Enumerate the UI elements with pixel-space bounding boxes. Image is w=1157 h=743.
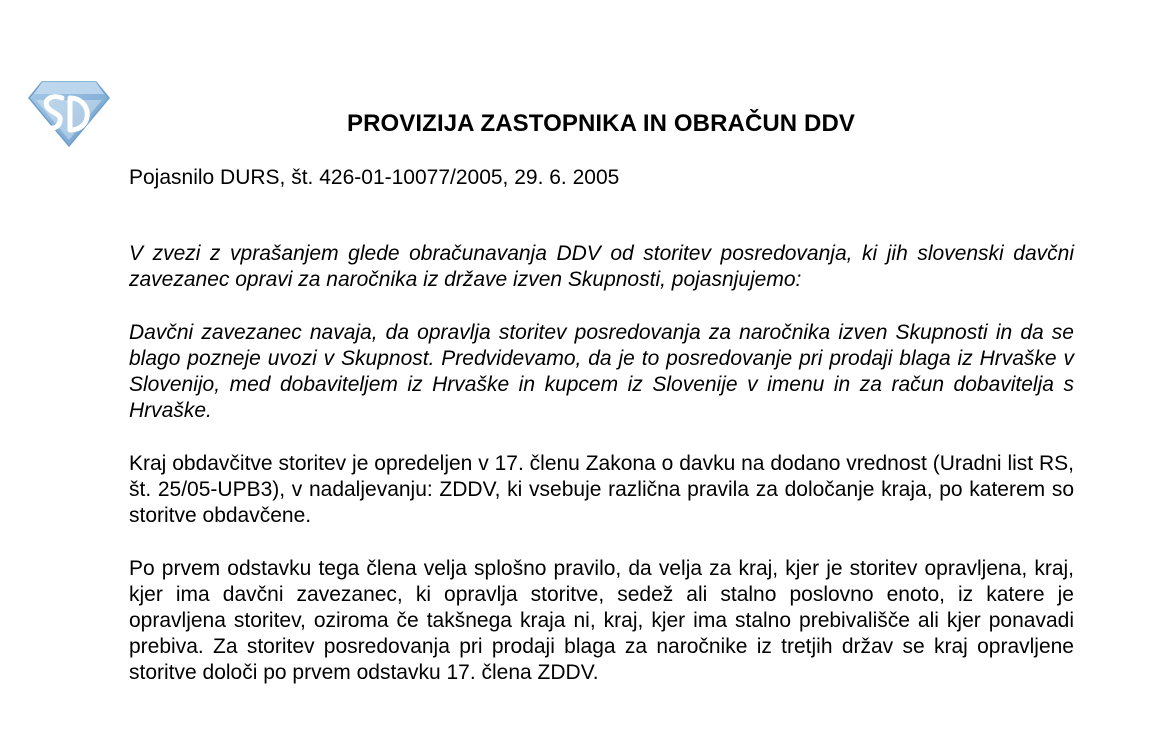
document-subtitle: Pojasnilo DURS, št. 426-01-10077/2005, 29. 6. 2005	[129, 166, 620, 189]
sd-diamond-logo-icon	[28, 78, 110, 148]
paragraph: V zvezi z vprašanjem glede obračunavanja DDV od storitev posredovanja, ki jih slovenski davčni zavezanec opravi za naročnika iz države izven Skupnosti, pojasnjujemo:	[129, 242, 1074, 291]
paragraph: Po prvem odstavku tega člena velja splošno pravilo, da velja za kraj, kjer je storitev opravljena, kraj, kjer ima davčni zavezanec, ki opravlja storitve, sedež ali stalno poslovno enoto, iz katere je opravljena storitev, oziroma če takšnega kraja ni, kraj, kjer ima stalno prebivališče ali kjer ponavadi prebiva. Za storitev posredovanja pri prodaji blaga za naročnike iz tretjih držav se kraj opravljene storitve določi po prvem odstavku 17. člena ZDDV.	[129, 557, 1074, 684]
document-body	[129, 241, 1074, 713]
paragraph: Davčni zavezanec navaja, da opravlja storitev posredovanja za naročnika izven Skupnosti in da se blago pozneje uvozi v Skupnost. Predvidevamo, da je to posredovanje pri prodaji blaga iz Hrvaške v Slovenijo, med dobaviteljem iz Hrvaške in kupcem iz Slovenije v imenu in za račun dobavitelja s Hrvaške.	[129, 321, 1074, 422]
document-title: PROVIZIJA ZASTOPNIKA IN OBRAČUN DDV	[347, 110, 855, 137]
paragraph: Kraj obdavčitve storitev je opredeljen v 17. členu Zakona o davku na dodano vrednost (Uradni list RS, št. 25/05-UPB3), v nadaljevanju: ZDDV, ki vsebuje različna pravila za določanje kraja, po katerem so storitve obdavčene.	[129, 452, 1074, 527]
